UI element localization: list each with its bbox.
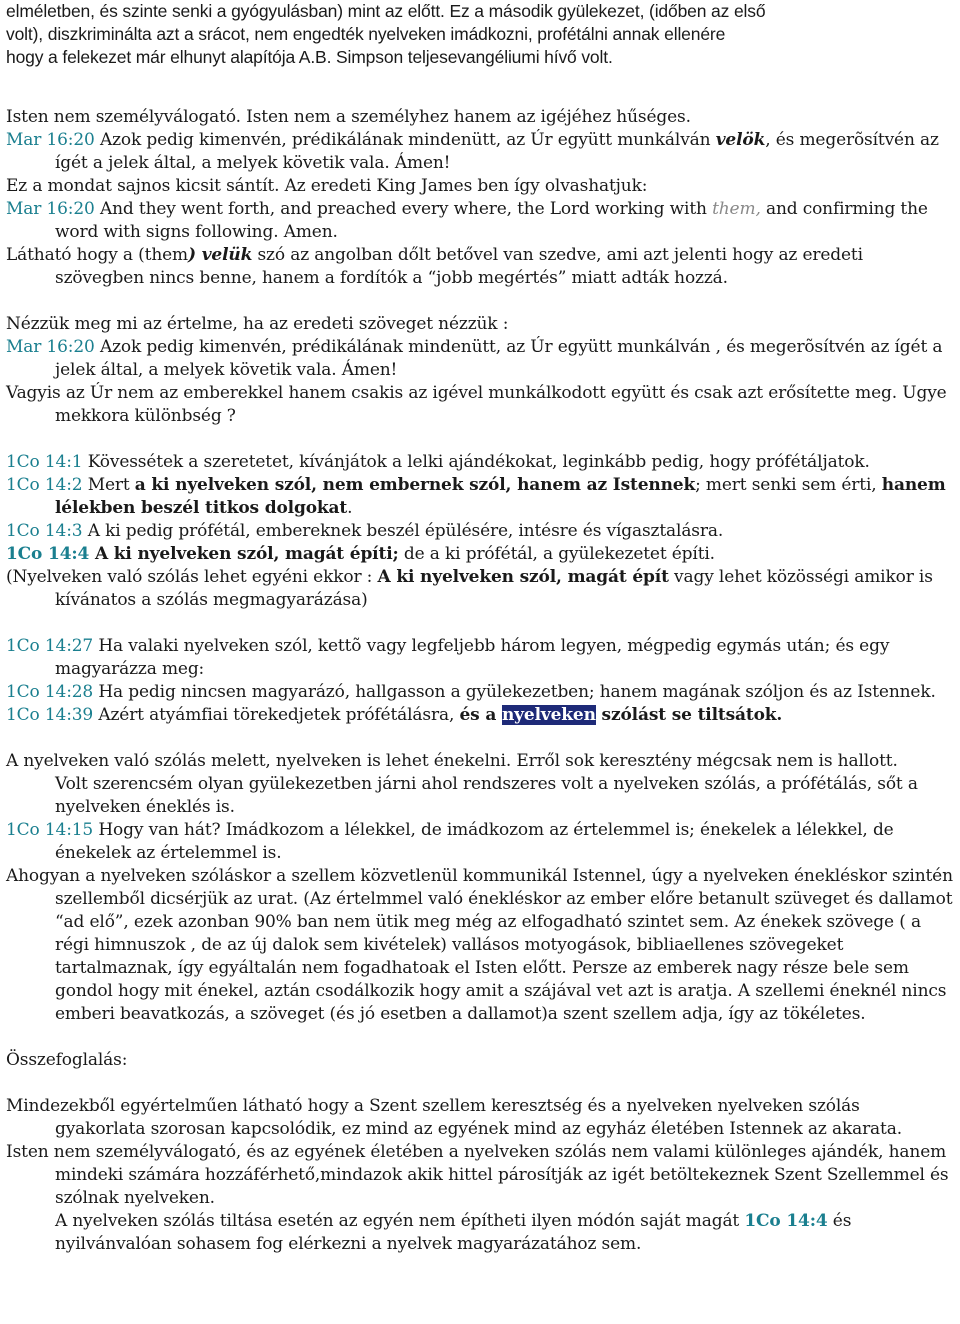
verse-ref: 1Co 14:1 <box>6 452 83 472</box>
singing-experience: Volt szerencsém olyan gyülekezetben járni ahol rendszeres volt a nyelveken szólás, a prófétálás, sőt a nyelveken éneklés is. <box>55 774 918 817</box>
summary-heading: Összefoglalás: <box>6 1050 128 1070</box>
verse-1co-14-1: 1Co 14:1 Kövessétek a szeretetet, kívánjátok a lelki ajándékokat, leginkább pedig, hogy prófétáljatok. <box>6 452 870 472</box>
verse-1co-14-4: 1Co 14:4 A ki nyelveken szól, magát építi; de a ki prófétál, a gyülekezetet építi. <box>6 544 715 564</box>
verse-ref: Mar 16:20 <box>6 199 95 219</box>
verse-ref: 1Co 14:15 <box>6 820 94 840</box>
singing-paragraph: Ahogyan a nyelveken szóláskor a szellem közvetlenül kommunikál Istennel, úgy a nyelveken énekléskor szintén szellemből dicsérjük az urat. (Az értelmmel való énekléskor az ember előre betanult szüveget és dallamot “ad elő”, ezek azonban 90% ban nem ütik meg még az elfogadható szintet sem. Az énekek szövege ( a régi himnuszok , de az új dalok sem kivételek) vallásos motyogások, bibliaellenes szövegeket tartalmaznak, így egyáltalán nem fogadhatoak el Isten előtt. Persze az emberek nagy része bele sem gondol hogy mit énekel, aztán csodálkozik hogy amit a szájával vet azt is aratja. A szellemi éneknél nincs emberi beavatkozás, a szöveget (és jó esetben a dallamot)a szent szellem adja, így az tökéletes. <box>6 866 953 1024</box>
summary-paragraph-2: Isten nem személyválogató, és az egyének életében a nyelveken szólás nem valami különleges ajándék, hanem mindeki számára hozzáférhető,mindazok akik hittel párosítják az igét betöltekeznek Szent Szellemmel és szólnak nyelveken. <box>6 1142 949 1208</box>
intro-line-1: elméletben, és szinte senki a gyógyulásban) mint az előtt. Ez a második gyülekezet, (időben az első <box>6 1 766 21</box>
verse-ref: 1Co 14:27 <box>6 636 94 656</box>
verse-ref: 1Co 14:39 <box>6 705 94 725</box>
commentary-line: Ez a mondat sajnos kicsit sántít. Az eredeti King James ben így olvashatjuk: <box>6 176 648 196</box>
verse-ref: 1Co 14:4 <box>6 544 90 564</box>
singing-intro: A nyelveken való szólás melett, nyelveken is lehet énekelni. Erről sok keresztény mégcsak nem is hallott. <box>6 751 898 771</box>
verse-1co-14-15: 1Co 14:15 Hogy van hát? Imádkozom a lélekkel, de imádkozom az értelemmel is; énekelek a lélekkel, de énekelek az értelemmel is. <box>6 820 894 863</box>
verse-kjv: Mar 16:20 And they went forth, and preached every where, the Lord working with them, and confirming the word with signs following. Amen. <box>6 199 928 242</box>
highlighted-word: nyelveken <box>501 705 596 725</box>
verse-mar-16-20-orig: Mar 16:20 Azok pedig kimenvén, prédikálának mindenütt, az Úr együtt munkálván , és megerõsítvén az ígét a jelek által, a melyek követik vala. Ámen! <box>6 337 943 380</box>
verse-ref: Mar 16:20 <box>6 337 95 357</box>
section-heading-1: Isten nem személyválogató. Isten nem a személyhez hanem az igéjéhez hűséges. <box>6 107 691 127</box>
section-intro-2: Nézzük meg mi az értelme, ha az eredeti szöveget nézzük : <box>6 314 509 334</box>
summary-paragraph-1: Mindezekből egyértelműen látható hogy a Szent szellem keresztség és a nyelveken nyelveken szólás gyakorlata szorosan kapcsolódik, ez mind az egyének mind az egyház életében Istennek az akarata. <box>6 1096 902 1139</box>
verse-1co-14-3: 1Co 14:3 A ki pedig prófétál, embereknek beszél épülésére, intésre és vígasztalásra. <box>6 521 724 541</box>
verse-ref: 1Co 14:2 <box>6 475 83 495</box>
verse-1co-14-39: 1Co 14:39 Azért atyámfiai törekedjetek prófétálásra, és a nyelveken szólást se tiltsátok. <box>6 705 783 725</box>
verse-1co-14-27: 1Co 14:27 Ha valaki nyelveken szól, kettõ vagy legfeljebb három legyen, mégpedig egymás után; és egy magyarázza meg: <box>6 636 890 679</box>
verse-ref: Mar 16:20 <box>6 130 95 150</box>
summary-paragraph-3: A nyelveken szólás tiltása esetén az egyén nem építheti ilyen módón saját magát 1Co 14:4 és nyilvánvalóan sohasem fog elérkezni a nyelvek magyarázatához sem. <box>55 1211 852 1254</box>
verse-mar-16-20: Mar 16:20 Azok pedig kimenvén, prédikálának mindenütt, az Úr együtt munkálván velök, és megerõsítvén az ígét a jelek által, a melyek követik vala. Ámen! <box>6 130 939 173</box>
note-paragraph: Látható hogy a (them) velük szó az angolban dőlt betővel van szedve, ami azt jelenti hogy az eredeti szövegben nincs benne, hanem a fordítók a “jobb megértés” miatt adták hozzá. <box>6 245 863 288</box>
verse-ref: 1Co 14:4 <box>744 1211 828 1231</box>
verse-ref: 1Co 14:3 <box>6 521 83 541</box>
intro-line-2: volt), diszkriminálta azt a srácot, nem engedték nyelveken imádkozni, profétálni annak ellenére <box>6 24 726 44</box>
verse-1co-14-2: 1Co 14:2 Mert a ki nyelveken szól, nem embernek szól, hanem az Istennek; mert senki sem érti, hanem lélekben beszél titkos dolgokat. <box>6 475 946 518</box>
document-page <box>6 0 954 1256</box>
verse-1co-14-28: 1Co 14:28 Ha pedig nincsen magyarázó, hallgasson a gyülekezetben; hanem magának szóljon és az Istennek. <box>6 682 936 702</box>
verse-ref: 1Co 14:28 <box>6 682 94 702</box>
conclusion-paragraph: Vagyis az Úr nem az emberekkel hanem csakis az igével munkálkodott együtt és csak azt erősítette meg. Ugye mekkora különbség ? <box>6 383 947 426</box>
intro-line-3: hogy a felekezet már elhunyt alapítója A.B. Simpson teljesevangéliumi hívő volt. <box>6 47 613 67</box>
parenthetical-note: (Nyelveken való szólás lehet egyéni ekkor : A ki nyelveken szól, magát épít vagy lehet közösségi amikor is kívánatos a szólás megmagyarázása) <box>6 567 933 610</box>
